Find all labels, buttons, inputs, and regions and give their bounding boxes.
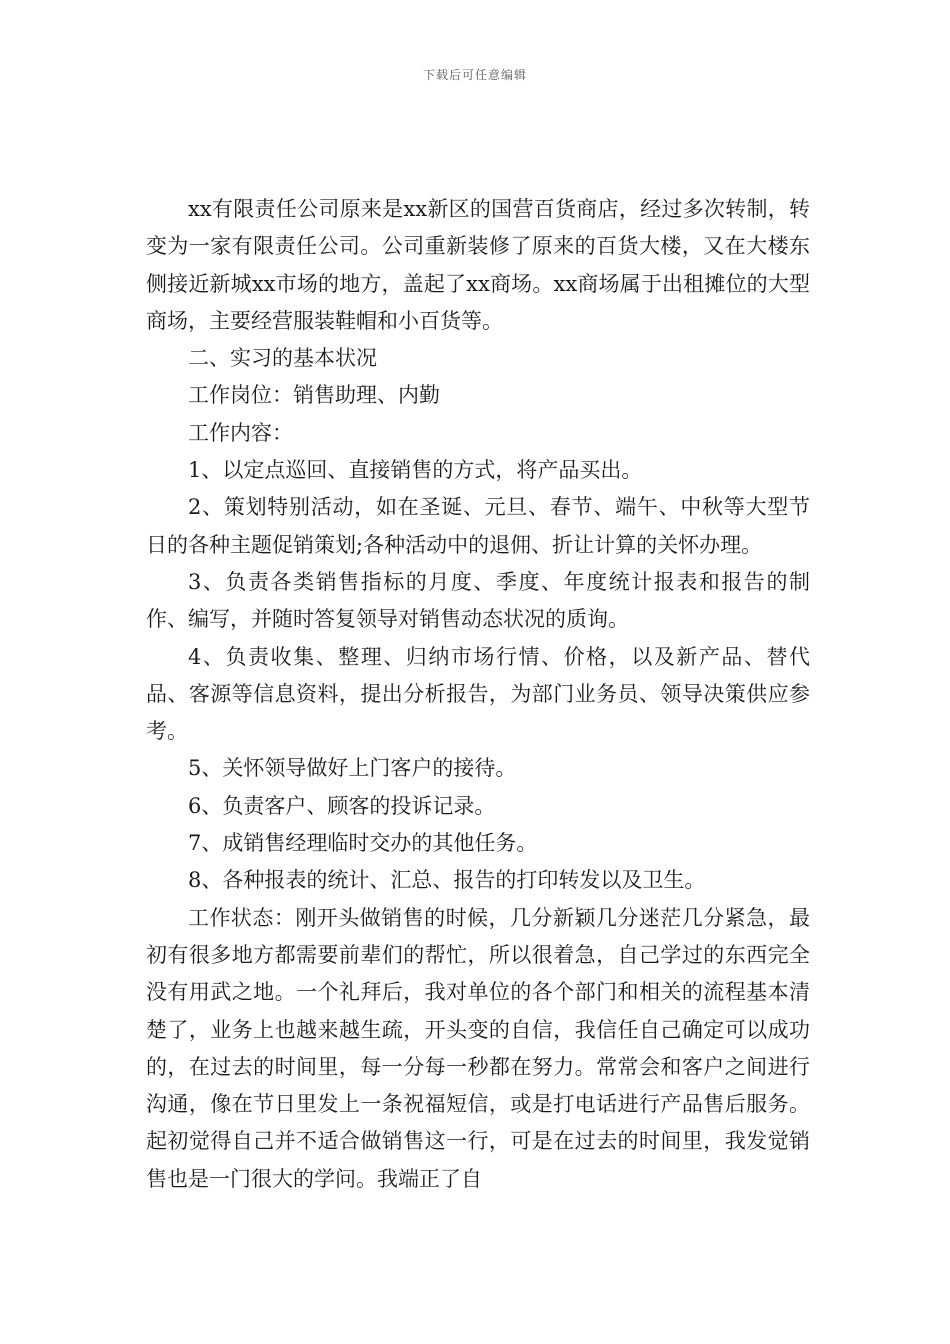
list-item-duty-1: 1、以定点巡回、直接销售的方式，将产品买出。 xyxy=(188,458,643,483)
paragraph-job-position: 工作岗位：销售助理、内勤 xyxy=(188,383,440,408)
list-item-duty-7: 7、成销售经理临时交办的其他任务。 xyxy=(188,831,538,856)
paragraph-company-intro: xx有限责任公司原来是xx新区的国营百货商店，经过多次转制，转变为一家有限责任公司。公司重新装修了原来的百货大楼，又在大楼东侧接近新城xx市场的地方，盖起了xx商场。xx商场属于出租摊位的大型商场，主要经营服装鞋帽和小百货等。 xyxy=(146,197,810,333)
paragraph-job-content-label: 工作内容： xyxy=(188,420,293,445)
document-body xyxy=(146,191,810,1198)
list-item-duty-8: 8、各种报表的统计、汇总、报告的打印转发以及卫生。 xyxy=(188,868,706,893)
list-item-duty-6: 6、负责客户、顾客的投诉记录。 xyxy=(188,793,496,818)
section-heading-internship: 二、实习的基本状况 xyxy=(188,346,377,371)
list-item-duty-3: 3、负责各类销售指标的月度、季度、年度统计报表和报告的制作、编写，并随时答复领导对销售动态状况的质询。 xyxy=(146,569,810,632)
list-item-duty-4: 4、负责收集、整理、归纳市场行情、价格，以及新产品、替代品、客源等信息资料，提出分析报告，为部门业务员、领导决策供应参考。 xyxy=(146,644,810,744)
list-item-duty-5: 5、关怀领导做好上门客户的接待。 xyxy=(188,756,517,781)
paragraph-work-status: 工作状态：刚开头做销售的时候，几分新颖几分迷茫几分紧急，最初有很多地方都需要前辈们的帮忙，所以很着急，自己学过的东西完全没有用武之地。一个礼拜后，我对单位的各个部门和相关的流程基本清楚了，业务上也越来越生疏，开头变的自信，我信任自己确定可以成功的，在过去的时间里，每一分每一秒都在努力。常常会和客户之间进行沟通，像在节日里发上一条祝福短信，或是打电话进行产品售后服务。起初觉得自己并不适合做销售这一行，可是在过去的时间里，我发觉销售也是一门很大的学问。我端正了自 xyxy=(146,905,810,1191)
header-note: 下载后可任意编辑 xyxy=(422,68,527,82)
list-item-duty-2: 2、策划特别活动，如在圣诞、元旦、春节、端午、中秋等大型节日的各种主题促销策划;各种活动中的退佣、折让计算的关怀办理。 xyxy=(146,495,810,557)
